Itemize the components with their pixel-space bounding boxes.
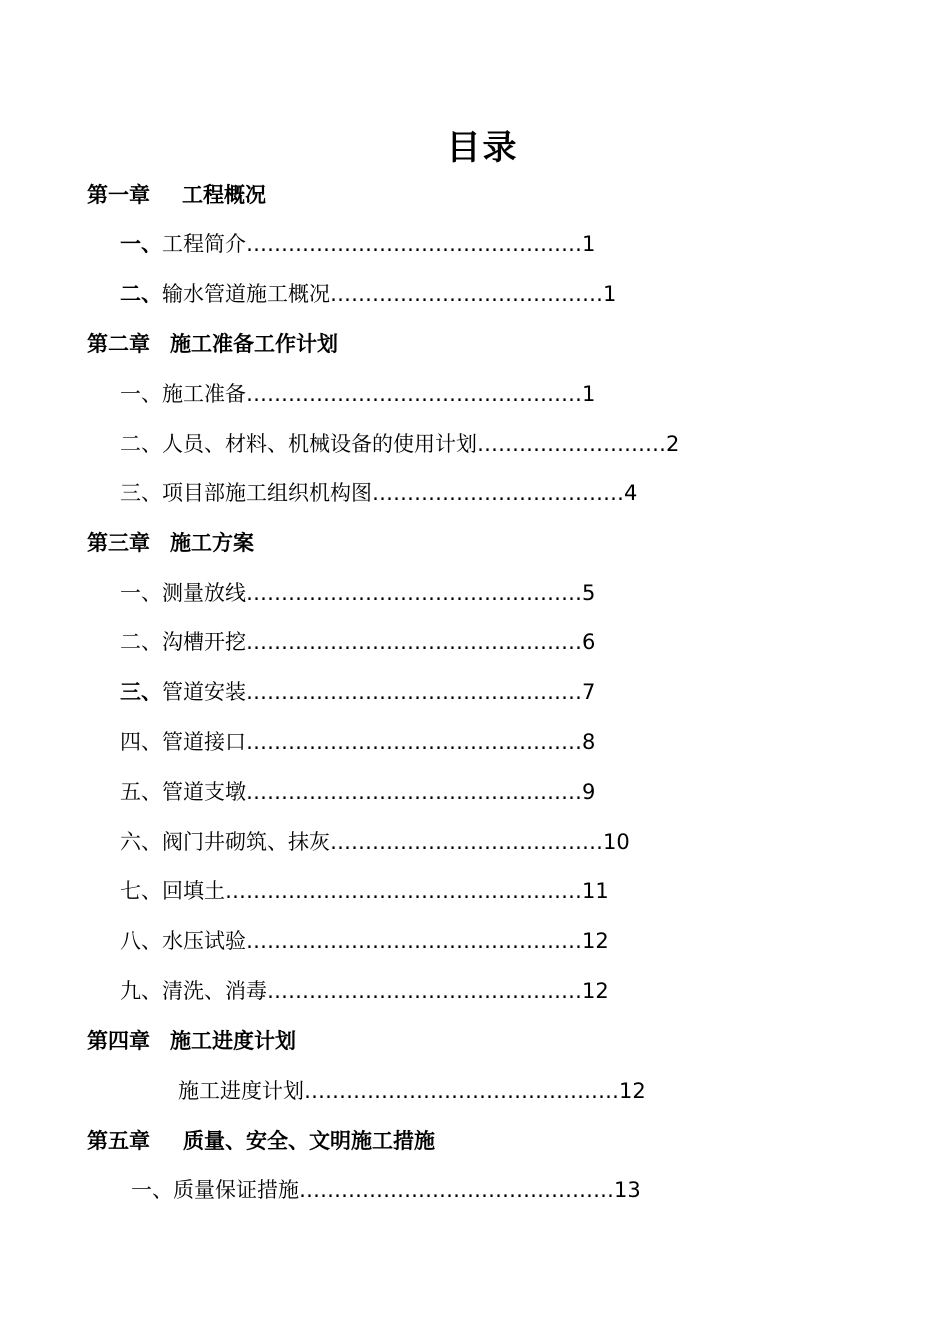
chapter-title: 施工准备工作计划 bbox=[170, 332, 338, 356]
leader-dots: ……………………………… bbox=[372, 481, 624, 505]
entry-number: 一、 bbox=[120, 232, 162, 256]
entry-number: 一、 bbox=[120, 382, 162, 406]
chapter-number: 第三章 bbox=[87, 531, 150, 555]
entry-title: 项目部施工组织机构图 bbox=[162, 481, 372, 505]
entry-page-number: 1 bbox=[582, 382, 596, 406]
entry-number: 七、 bbox=[120, 879, 162, 903]
entry-page-number: 8 bbox=[582, 730, 596, 754]
entry-title: 施工准备 bbox=[162, 382, 246, 406]
entry-page-number: 12 bbox=[582, 979, 609, 1003]
toc-chapter[interactable] bbox=[87, 329, 338, 359]
entry-number: 二、 bbox=[120, 432, 162, 456]
entry-page-number: 7 bbox=[582, 680, 596, 704]
leader-dots: ……………………………………… bbox=[304, 1079, 619, 1103]
leader-dots: ………………………………………… bbox=[246, 680, 582, 704]
entry-number: 八、 bbox=[120, 929, 162, 953]
toc-entry[interactable] bbox=[131, 1175, 641, 1205]
chapter-number: 第四章 bbox=[87, 1029, 150, 1053]
toc-entry[interactable] bbox=[120, 279, 616, 309]
chapter-title: 质量、安全、文明施工措施 bbox=[183, 1129, 435, 1153]
toc-entry[interactable] bbox=[120, 429, 679, 459]
entry-title: 回填土 bbox=[162, 879, 225, 903]
page-title: 目录 bbox=[446, 128, 519, 168]
toc-entry[interactable] bbox=[178, 1076, 646, 1106]
toc-entry[interactable] bbox=[120, 379, 595, 409]
leader-dots: …………………………………………… bbox=[225, 879, 582, 903]
entry-page-number: 13 bbox=[614, 1178, 641, 1202]
chapter-number: 第二章 bbox=[87, 332, 150, 356]
entry-number: 三、 bbox=[120, 680, 162, 704]
entry-page-number: 9 bbox=[582, 780, 596, 804]
entry-title: 管道接口 bbox=[162, 730, 246, 754]
toc-chapter[interactable] bbox=[87, 1126, 435, 1156]
leader-dots: ………………………………………… bbox=[246, 232, 582, 256]
entry-page-number: 12 bbox=[619, 1079, 646, 1103]
entry-title: 人员、材料、机械设备的使用计划 bbox=[162, 432, 477, 456]
leader-dots: ……………………………………… bbox=[299, 1178, 614, 1202]
entry-page-number: 1 bbox=[582, 232, 596, 256]
entry-number: 六、 bbox=[120, 830, 162, 854]
chapter-number: 第一章 bbox=[87, 183, 150, 207]
chapter-title: 工程概况 bbox=[182, 183, 266, 207]
toc-entry[interactable] bbox=[120, 727, 595, 757]
entry-page-number: 4 bbox=[624, 481, 638, 505]
entry-title: 管道支墩 bbox=[162, 780, 246, 804]
leader-dots: ………………………………………… bbox=[246, 630, 582, 654]
leader-dots: ………………………………………… bbox=[246, 382, 582, 406]
toc-entry[interactable] bbox=[120, 478, 637, 508]
toc-chapter[interactable] bbox=[87, 180, 266, 210]
toc-entry[interactable] bbox=[120, 229, 595, 259]
entry-title: 质量保证措施 bbox=[173, 1178, 299, 1202]
entry-page-number: 11 bbox=[582, 879, 609, 903]
leader-dots: ………………………………… bbox=[330, 830, 603, 854]
entry-number: 五、 bbox=[120, 780, 162, 804]
leader-dots: ……………………………………… bbox=[267, 979, 582, 1003]
chapter-title: 施工进度计划 bbox=[170, 1029, 296, 1053]
entry-title: 施工进度计划 bbox=[178, 1079, 304, 1103]
entry-page-number: 6 bbox=[582, 630, 596, 654]
entry-page-number: 2 bbox=[666, 432, 680, 456]
entry-title: 输水管道施工概况 bbox=[162, 282, 330, 306]
entry-number: 九、 bbox=[120, 979, 162, 1003]
entry-title: 清洗、消毒 bbox=[162, 979, 267, 1003]
toc-entry[interactable] bbox=[120, 578, 595, 608]
toc-entry[interactable] bbox=[120, 677, 595, 707]
toc-entry[interactable] bbox=[120, 876, 609, 906]
leader-dots: ………………………………………… bbox=[246, 581, 582, 605]
entry-number: 二、 bbox=[120, 630, 162, 654]
toc-entry[interactable] bbox=[120, 777, 595, 807]
entry-number: 一、 bbox=[120, 581, 162, 605]
entry-page-number: 10 bbox=[603, 830, 630, 854]
chapter-number: 第五章 bbox=[87, 1129, 150, 1153]
entry-number: 四、 bbox=[120, 730, 162, 754]
entry-number: 一、 bbox=[131, 1178, 173, 1202]
toc-chapter[interactable] bbox=[87, 528, 254, 558]
chapter-title: 施工方案 bbox=[170, 531, 254, 555]
entry-number: 二、 bbox=[120, 282, 162, 306]
leader-dots: ………………………………………… bbox=[246, 730, 582, 754]
entry-title: 管道安装 bbox=[162, 680, 246, 704]
leader-dots: ………………………………………… bbox=[246, 780, 582, 804]
entry-title: 工程简介 bbox=[162, 232, 246, 256]
leader-dots: ………………………………… bbox=[330, 282, 603, 306]
toc-entry[interactable] bbox=[120, 627, 595, 657]
toc-entry[interactable] bbox=[120, 926, 609, 956]
toc-chapter[interactable] bbox=[87, 1026, 296, 1056]
toc-entry[interactable] bbox=[120, 827, 630, 857]
entry-title: 阀门井砌筑、抹灰 bbox=[162, 830, 330, 854]
entry-page-number: 5 bbox=[582, 581, 596, 605]
leader-dots: ……………………… bbox=[477, 432, 666, 456]
entry-title: 测量放线 bbox=[162, 581, 246, 605]
toc-entry[interactable] bbox=[120, 976, 609, 1006]
leader-dots: ………………………………………… bbox=[246, 929, 582, 953]
entry-page-number: 12 bbox=[582, 929, 609, 953]
entry-number: 三、 bbox=[120, 481, 162, 505]
entry-title: 水压试验 bbox=[162, 929, 246, 953]
entry-page-number: 1 bbox=[603, 282, 617, 306]
entry-title: 沟槽开挖 bbox=[162, 630, 246, 654]
